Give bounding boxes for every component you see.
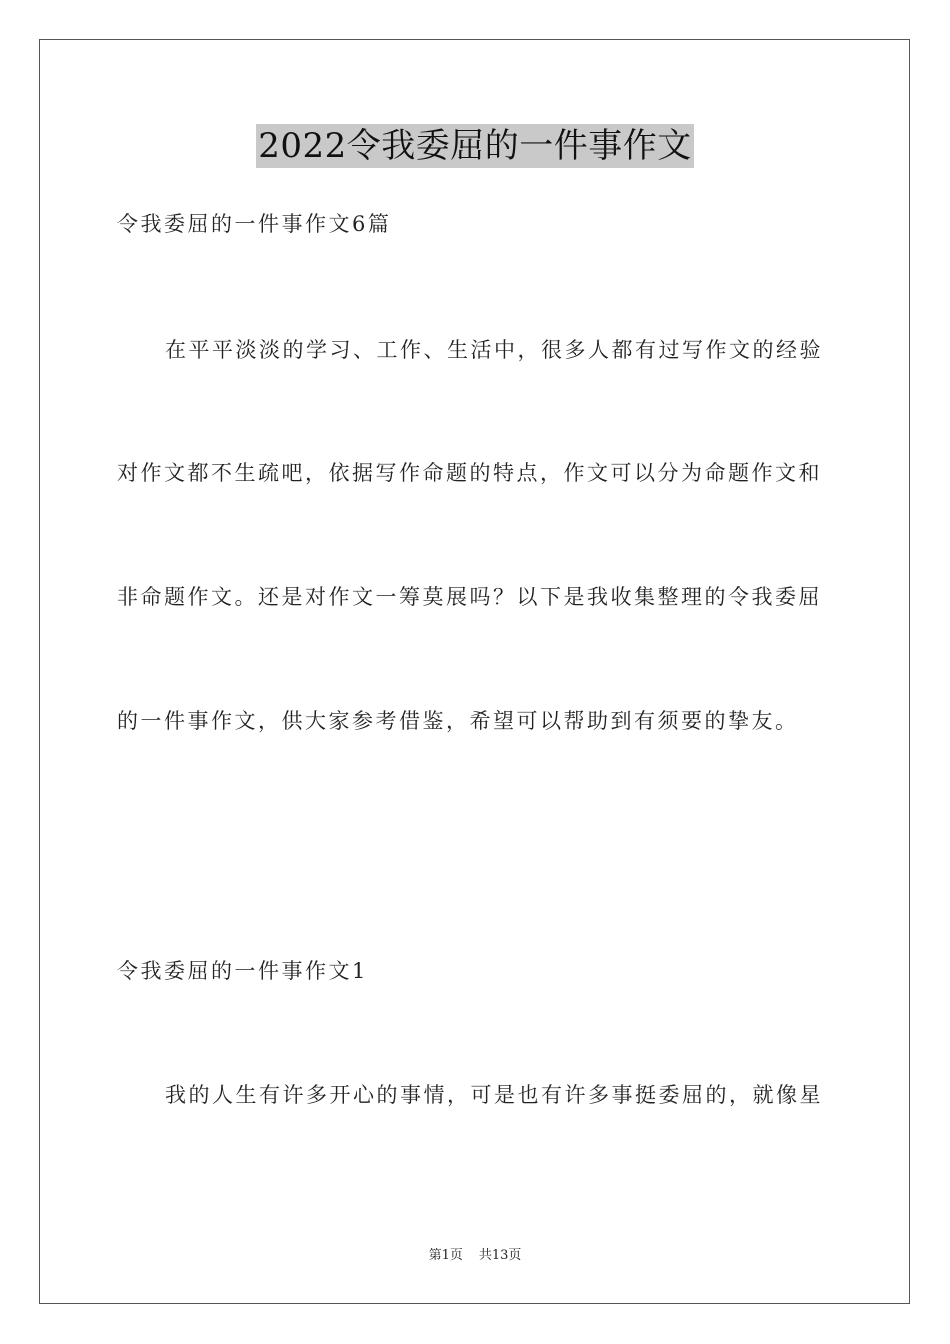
intro-line-3: 非命题作文。还是对作文一筹莫展吗？以下是我收集整理的令我委屈 xyxy=(117,585,822,609)
page-number: 第1页 xyxy=(428,1248,463,1263)
intro-line-1: 在平平淡淡的学习、工作、生活中，很多人都有过写作文的经验 xyxy=(165,338,823,362)
section-body-line-1: 我的人生有许多开心的事情，可是也有许多事挺委屈的，就像星 xyxy=(165,1083,823,1107)
document-title: 2022令我委屈的一件事作文 xyxy=(258,126,692,166)
page-footer xyxy=(0,1247,950,1265)
title-container xyxy=(0,124,950,168)
intro-line-4: 的一件事作文，供大家参考借鉴，希望可以帮助到有须要的挚友。 xyxy=(117,709,799,733)
page-total: 共13页 xyxy=(478,1248,522,1263)
intro-line-2: 对作文都不生疏吧，依据写作命题的特点，作文可以分为命题作文和 xyxy=(117,461,822,485)
section-heading: 令我委屈的一件事作文1 xyxy=(117,959,368,983)
document-subtitle: 令我委屈的一件事作文6篇 xyxy=(117,212,392,236)
